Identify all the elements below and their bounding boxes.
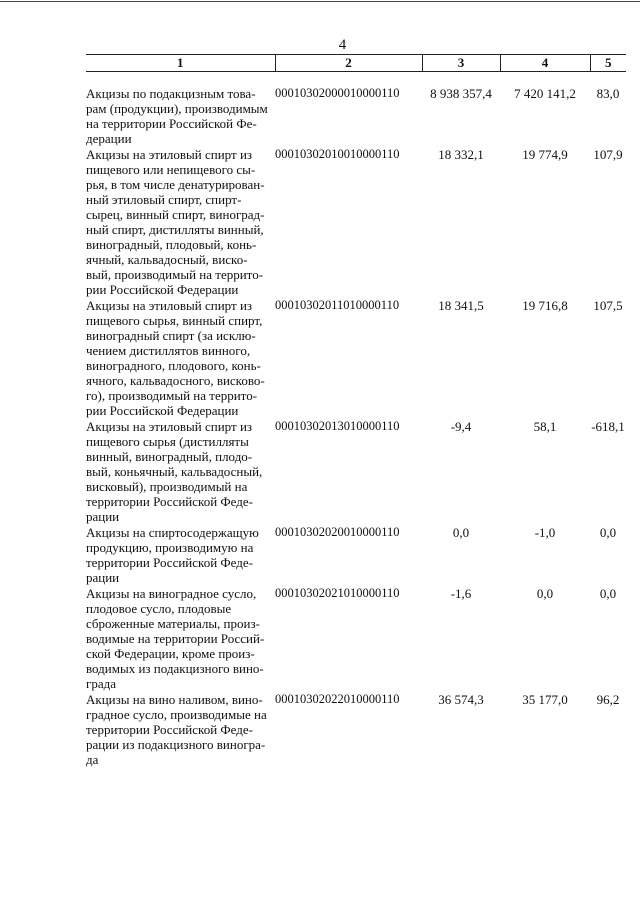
row-code: 00010302013010000110 — [275, 419, 400, 433]
row-value-col5: 107,9 — [593, 147, 623, 162]
row-code: 00010302010010000110 — [275, 147, 400, 161]
table-row — [86, 586, 626, 692]
row-value-col5: 96,2 — [596, 692, 620, 707]
column-header-5: 5 — [590, 55, 626, 72]
row-value-col5: 83,0 — [596, 86, 620, 101]
row-code: 00010302000010000110 — [275, 86, 400, 100]
table-row — [86, 525, 626, 586]
table-row — [86, 86, 626, 147]
row-value-col4: 7 420 141,2 — [514, 86, 576, 101]
row-name: Акцизы на этиловый спирт из пищевого или непищевого сы- рья, в том числе денатурирован- ный этиловый спирт, спирт- сырец, винный спирт, виноград- ный спирт, дистилляты винный, виноградный, плодовый, конь- ячный, кальвадосный, виско- вый, производимый на террито- рии Российской Федерации — [86, 147, 265, 297]
row-value-col5: -618,1 — [591, 419, 625, 434]
row-value-col4: 58,1 — [533, 419, 557, 434]
column-header-2: 2 — [275, 55, 422, 72]
row-value-col3: 8 938 357,4 — [430, 86, 492, 101]
table-row — [86, 147, 626, 298]
row-value-col3: 36 574,3 — [438, 692, 484, 707]
header-spacer — [86, 72, 626, 87]
table-row — [86, 298, 626, 419]
table-row — [86, 419, 626, 525]
column-header-4: 4 — [500, 55, 590, 72]
row-code: 00010302022010000110 — [275, 692, 400, 706]
row-code: 00010302021010000110 — [275, 586, 400, 600]
row-code: 00010302011010000110 — [275, 298, 400, 312]
row-value-col5: 107,5 — [593, 298, 623, 313]
row-value-col3: -9,4 — [450, 419, 472, 434]
row-value-col3: 18 341,5 — [438, 298, 484, 313]
row-name: Акцизы на этиловый спирт из пищевого сырья (дистилляты винный, виноградный, плодо- вый, коньячный, кальвадосный, висковый), производимый на территории Российской Феде- рации — [86, 419, 263, 524]
row-value-col3: 18 332,1 — [438, 147, 484, 162]
page-number: 4 — [338, 37, 347, 53]
row-name: Акцизы по подакцизным това- рам (продукции), производимым на территории Российской Фе- дерации — [86, 86, 268, 146]
table-row — [86, 692, 626, 768]
row-value-col5: 0,0 — [599, 525, 617, 540]
row-value-col4: 0,0 — [536, 586, 554, 601]
row-name: Акцизы на этиловый спирт из пищевого сырья, винный спирт, виноградный спирт (за исклю- чением дистиллятов винного, виноградного, плодового, конь- ячного, кальвадосного, висково- го), производимый на террито- рии Российской Федерации — [86, 298, 265, 418]
top-rule — [0, 1, 640, 2]
row-value-col4: 19 716,8 — [522, 298, 568, 313]
row-value-col5: 0,0 — [599, 586, 617, 601]
column-header-3: 3 — [422, 55, 500, 72]
header-row — [86, 55, 626, 72]
row-value-col4: 19 774,9 — [522, 147, 568, 162]
row-value-col3: -1,6 — [450, 586, 472, 601]
column-header-1: 1 — [86, 55, 275, 72]
row-name: Акцизы на спиртосодержащую продукцию, производимую на территории Российской Феде- рации — [86, 525, 259, 585]
row-code: 00010302020010000110 — [275, 525, 400, 539]
row-value-col3: 0,0 — [452, 525, 470, 540]
row-value-col4: -1,0 — [534, 525, 556, 540]
row-name: Акцизы на вино наливом, вино- градное сусло, производимые на территории Российской Феде- рации из подакцизного виногра- да — [86, 692, 267, 767]
row-value-col4: 35 177,0 — [522, 692, 568, 707]
excise-table — [86, 54, 626, 768]
row-name: Акцизы на виноградное сусло, плодовое сусло, плодовые сброженные материалы, произ- водимые на территории Россий- ской Федерации, кроме произ- водимых из подакцизного вино- града — [86, 586, 265, 691]
